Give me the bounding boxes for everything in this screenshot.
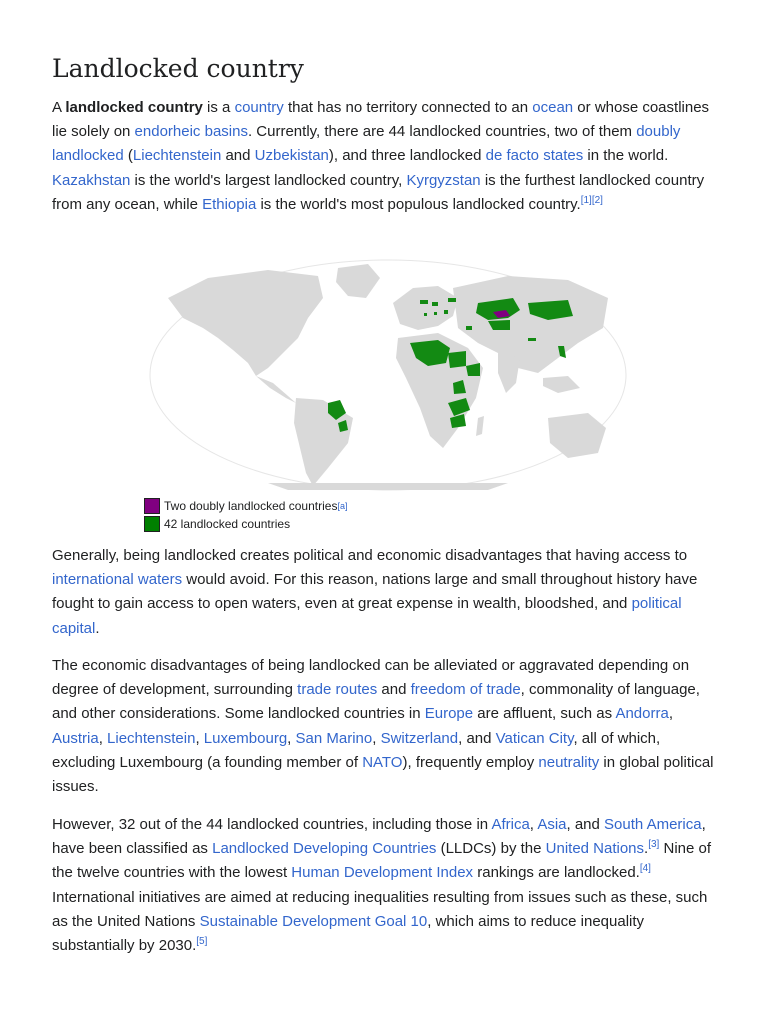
link-uzbekistan[interactable]: Uzbekistan	[254, 147, 329, 165]
legend-item-landlocked	[144, 515, 347, 533]
link-country[interactable]: country	[234, 99, 284, 116]
legend-swatch-green	[144, 516, 160, 532]
text: (LLDCs) by the	[436, 840, 546, 858]
text: are affluent, such as	[473, 705, 616, 723]
link-europe[interactable]: Europe	[424, 705, 474, 723]
landlocked-europe-2	[432, 302, 438, 306]
paragraph-4	[52, 813, 718, 958]
text: in global political issues.	[52, 753, 714, 796]
legend-label-landlocked: 42 landlocked countries	[164, 517, 291, 531]
link-austria[interactable]: Austria	[52, 729, 99, 747]
legend-label-doubly: Two doubly landlocked countries	[164, 499, 338, 513]
text: A	[52, 99, 66, 116]
text: is the furthest landlocked country from any ocean, while	[52, 171, 705, 213]
paragraph-3	[52, 654, 718, 799]
link-human-development-index[interactable]: Human Development Index	[291, 864, 474, 882]
world-map-image[interactable]	[148, 258, 628, 493]
bold-term: landlocked country	[65, 99, 203, 116]
text: However, 32 out of the 44 landlocked countries, including those in	[52, 816, 492, 833]
text: ), frequently employ	[402, 753, 539, 771]
text: or whose coastlines lie solely on	[52, 99, 710, 141]
link-liechtenstein[interactable]: Liechtenstein	[132, 147, 222, 165]
link-nato[interactable]: NATO	[362, 753, 403, 771]
ref-5[interactable]: [5]	[196, 936, 208, 948]
text: ,	[287, 729, 296, 747]
link-liechtenstein[interactable]: Liechtenstein	[107, 729, 196, 747]
link-andorra[interactable]: Andorra	[615, 705, 669, 723]
landlocked-nepal	[528, 338, 536, 341]
link-neutrality[interactable]: neutrality	[538, 753, 600, 771]
text: , all of which, excluding Luxembourg (a founding member of	[52, 729, 661, 771]
link-international-waters[interactable]: international waters	[52, 571, 183, 589]
intro-paragraph	[52, 96, 718, 217]
legend-swatch-purple	[144, 498, 160, 514]
link-asia[interactable]: Asia	[537, 816, 567, 833]
landlocked-europe-1	[420, 300, 428, 304]
landlocked-sudan-chad	[448, 351, 466, 368]
world-map	[148, 258, 628, 493]
text: .	[95, 619, 100, 637]
text: would avoid. For this reason, nations large and small throughout history have fought to gain access to open waters, even at great expense in wealth, bloodshed, and	[52, 571, 698, 613]
link-political-capital[interactable]: political capital	[52, 595, 682, 637]
link-africa[interactable]: Africa	[491, 816, 530, 833]
text: ,	[98, 729, 108, 747]
link-kazakhstan[interactable]: Kazakhstan	[52, 171, 131, 189]
link-ethiopia[interactable]: Ethiopia	[202, 195, 257, 213]
landlocked-europe-3	[448, 298, 456, 302]
ref-1[interactable]: [1]	[580, 194, 592, 206]
link-trade-routes[interactable]: trade routes	[297, 681, 378, 699]
link-south-america[interactable]: South America	[604, 816, 702, 833]
link-endorheic-basins[interactable]: endorheic basins	[134, 123, 248, 141]
landlocked-caucasus	[466, 326, 472, 330]
link-united-nations[interactable]: United Nations	[545, 840, 645, 858]
ref-2[interactable]: [2]	[591, 194, 603, 206]
note-a[interactable]: [a]	[337, 501, 348, 511]
text: .	[644, 840, 649, 858]
landlocked-europe-5	[434, 312, 437, 315]
text: that has no territory connected to an	[283, 99, 533, 116]
ref-3[interactable]: [3]	[648, 839, 660, 851]
text: rankings are landlocked.	[473, 864, 640, 882]
text: ), and three landlocked	[328, 147, 486, 165]
text: ,	[195, 729, 204, 747]
link-luxembourg[interactable]: Luxembourg	[203, 729, 288, 747]
text: ,	[372, 729, 381, 747]
page-title: Landlocked country	[52, 54, 304, 83]
landlocked-europe-4	[424, 313, 427, 316]
paragraph-2	[52, 544, 718, 641]
text: in the world.	[583, 147, 669, 165]
text: , commonality of language, and other considerations. Some landlocked countries in	[52, 681, 700, 723]
link-ocean[interactable]: ocean	[532, 99, 574, 116]
landlocked-europe-6	[444, 310, 448, 314]
text: is a	[202, 99, 235, 116]
link-sdg-10[interactable]: Sustainable Development Goal 10	[199, 912, 428, 930]
legend-item-doubly	[144, 497, 347, 515]
link-san-marino[interactable]: San Marino	[295, 729, 373, 747]
text: (	[123, 147, 133, 165]
text: is the world's largest landlocked country,	[130, 171, 407, 189]
text: Nine of the twelve countries with the lowest	[52, 840, 712, 882]
link-vatican-city[interactable]: Vatican City	[495, 729, 574, 747]
link-de-facto-states[interactable]: de facto states	[485, 147, 584, 165]
text: The economic disadvantages of being landlocked can be alleviated or aggravated depending on degree of development, surrounding	[52, 657, 690, 699]
map-legend	[144, 497, 347, 533]
text: ,	[529, 816, 538, 833]
link-lldc[interactable]: Landlocked Developing Countries	[212, 840, 437, 858]
link-kyrgyzstan[interactable]: Kyrgyzstan	[406, 171, 481, 189]
text: and	[377, 681, 411, 699]
text: , and	[566, 816, 605, 833]
text: Generally, being landlocked creates political and economic disadvantages that having access to	[52, 547, 688, 564]
text: , which aims to reduce inequality substantially by 2030.	[52, 912, 645, 955]
text: is the world's most populous landlocked country.	[256, 195, 581, 213]
link-doubly-landlocked[interactable]: doubly landlocked	[52, 123, 681, 165]
text: . Currently, there are 44 landlocked countries, two of them	[247, 123, 637, 141]
text: ,	[668, 705, 673, 723]
text: , and	[458, 729, 496, 747]
link-switzerland[interactable]: Switzerland	[380, 729, 459, 747]
text: and	[221, 147, 255, 165]
text: , have been classified as	[52, 816, 706, 858]
ref-4[interactable]: [4]	[639, 863, 651, 875]
text: International initiatives are aimed at reducing inequalities resulting from issues such as these, such as the United Nations	[52, 888, 708, 930]
article	[52, 0, 718, 955]
link-freedom-of-trade[interactable]: freedom of trade	[410, 681, 521, 699]
